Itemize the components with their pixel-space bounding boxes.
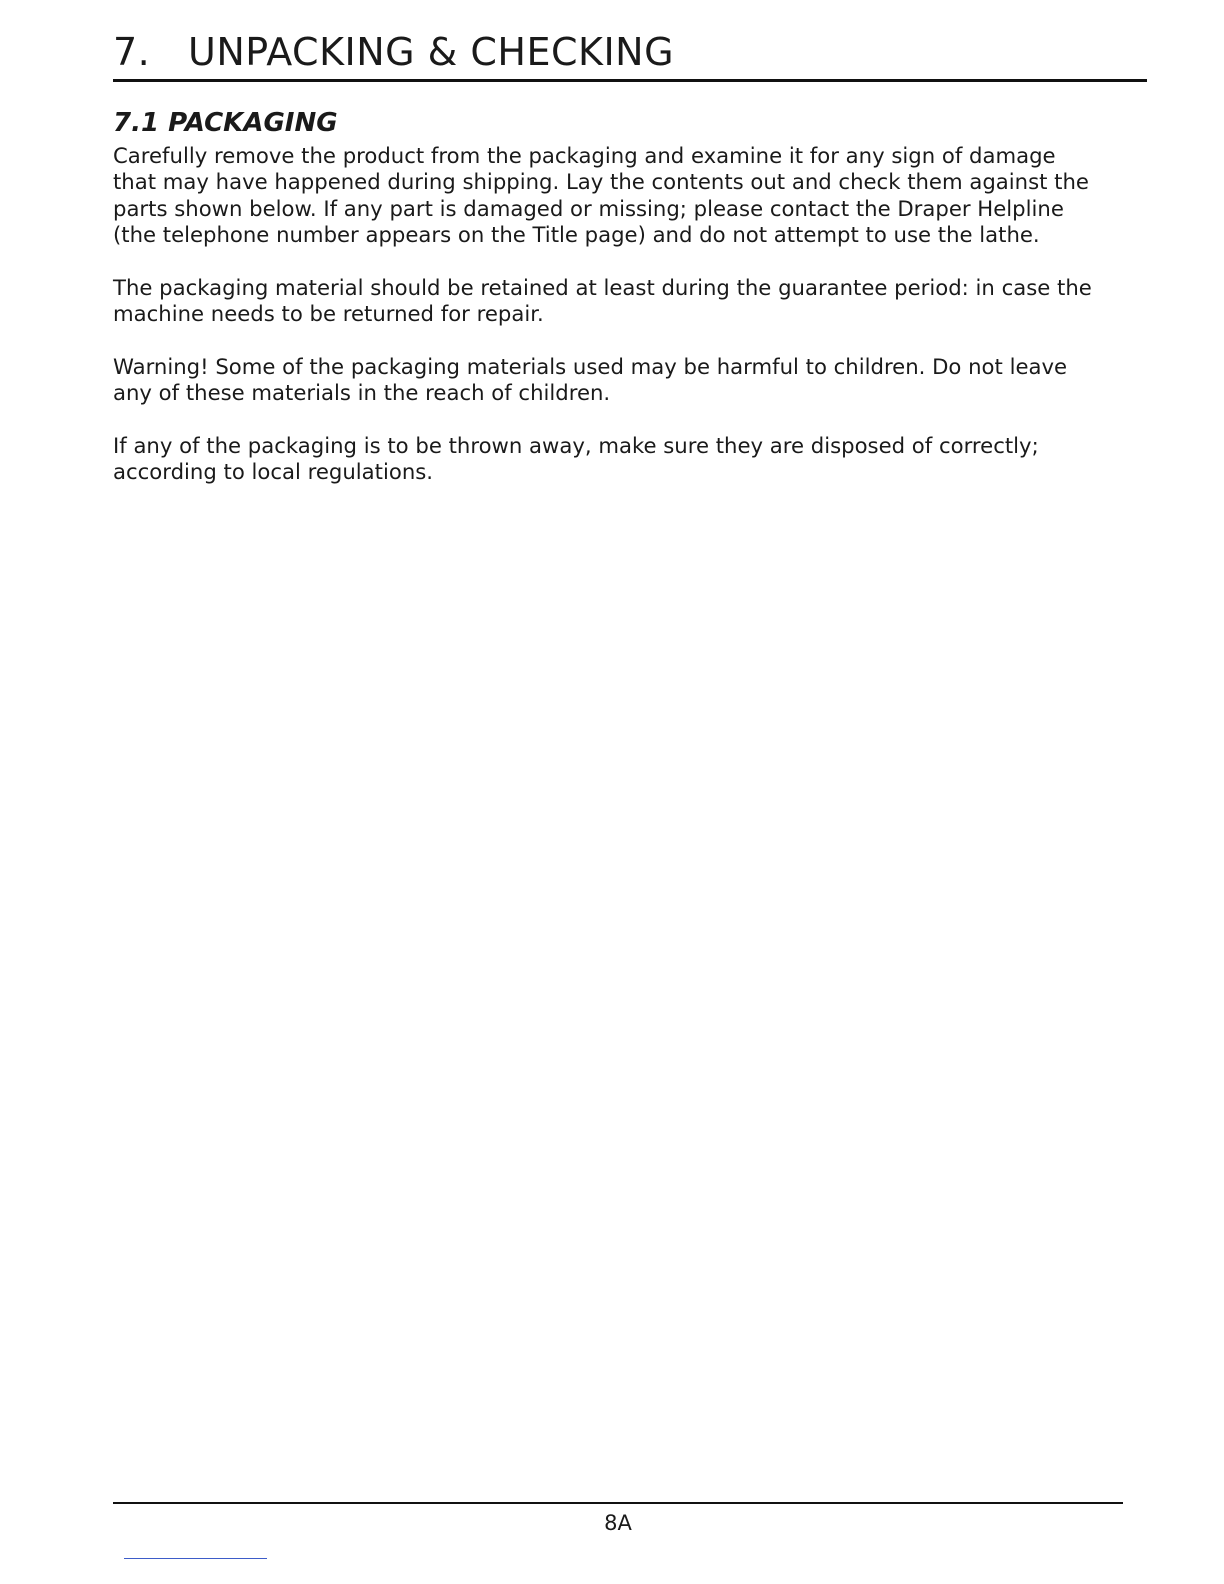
page-number: 8A xyxy=(604,1511,632,1535)
paragraph-disposal xyxy=(113,433,1153,486)
paragraph-line: machine needs to be returned for repair. xyxy=(113,301,544,327)
subsection-heading: 7.1 PACKAGING xyxy=(113,108,338,138)
paragraph-line: Warning! Some of the packaging materials used may be harmful to children. Do not leave xyxy=(113,354,1068,379)
paragraph-line: that may have happened during shipping. Lay the contents out and check them against the xyxy=(113,169,1089,195)
paragraph-retain-packaging xyxy=(113,275,1153,328)
paragraph-line: If any of the packaging is to be thrown away, make sure they are disposed of correctly; xyxy=(113,433,1039,458)
paragraph-line: The packaging material should be retained at least during the guarantee period: in case the xyxy=(113,275,1092,300)
page-footer xyxy=(113,1502,1123,1535)
footer-divider xyxy=(124,1558,267,1559)
page-header xyxy=(113,28,1147,82)
paragraph-line: parts shown below. If any part is damaged or missing; please contact the Draper Helpline xyxy=(113,195,1064,221)
page-title: UNPACKING & CHECKING xyxy=(188,30,675,74)
paragraph-warning xyxy=(113,354,1153,407)
paragraph-line: (the telephone number appears on the Title page) and do not attempt to use the lathe. xyxy=(113,221,1040,247)
section-number: 7. xyxy=(113,30,151,74)
paragraph-line: any of these materials in the reach of children. xyxy=(113,380,611,406)
paragraph-line: according to local regulations. xyxy=(113,459,434,485)
paragraph-inspection xyxy=(113,143,1153,248)
paragraph-line: Carefully remove the product from the packaging and examine it for any sign of damage xyxy=(113,143,1056,168)
